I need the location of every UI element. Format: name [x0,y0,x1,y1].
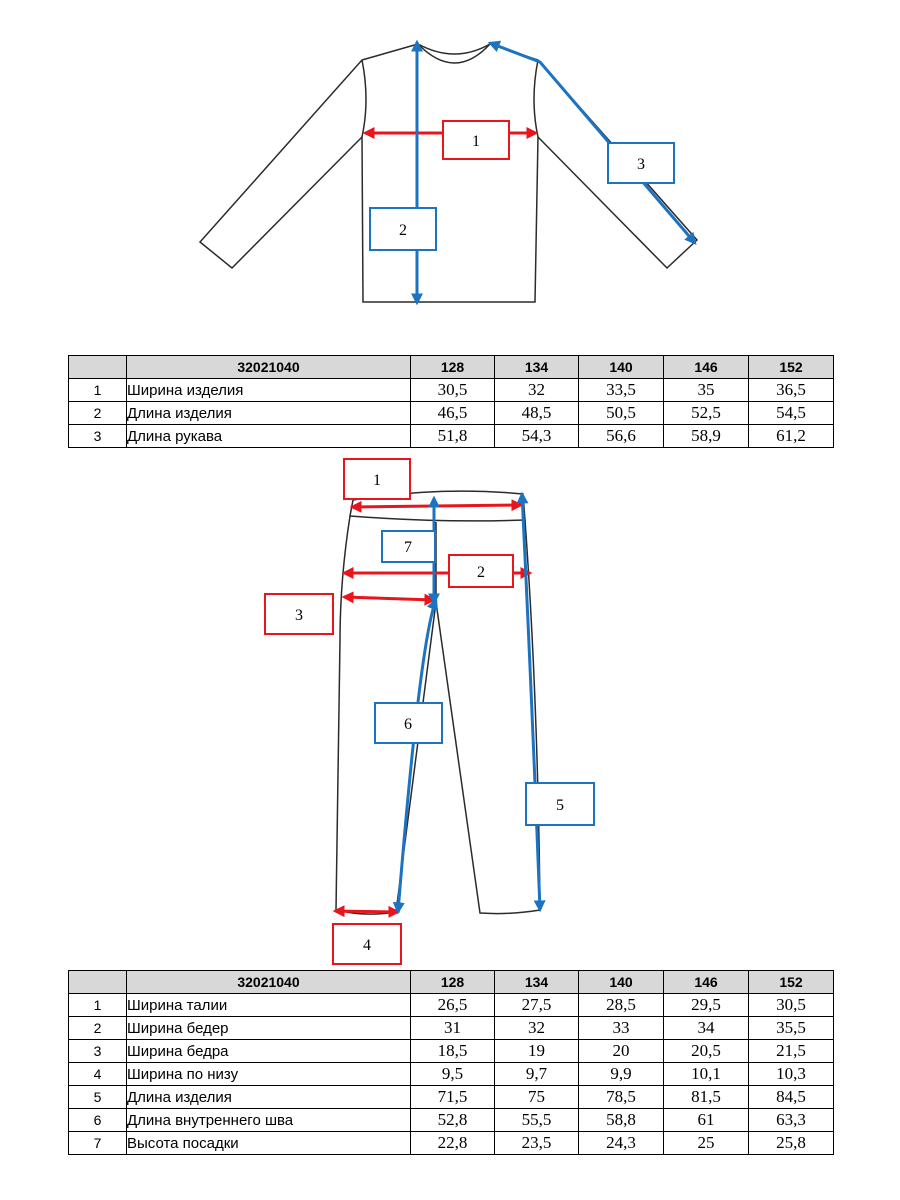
table-row [69,1017,834,1040]
row-value: 54,3 [495,425,579,448]
outseam-arrow [522,494,540,910]
row-number: 4 [69,1063,127,1086]
row-value: 18,5 [411,1040,495,1063]
shirt-callout-1-text: 1 [472,133,480,150]
pants-size-table [68,970,834,1155]
pants-callout-6 [375,703,442,743]
row-value: 55,5 [495,1109,579,1132]
row-value: 29,5 [664,994,749,1017]
pants-callout-5 [526,783,594,825]
pants-callout-1 [344,459,410,499]
header-num-cell [69,356,127,379]
row-value: 46,5 [411,402,495,425]
row-value: 10,3 [749,1063,834,1086]
row-value: 36,5 [749,379,834,402]
row-value: 20 [579,1040,664,1063]
row-label: Ширина бедра [127,1040,411,1063]
row-value: 24,3 [579,1132,664,1155]
shirt-callout-2-text: 2 [399,222,407,239]
row-value: 32 [495,1017,579,1040]
pants-diagram [0,452,900,970]
row-value: 19 [495,1040,579,1063]
row-value: 30,5 [411,379,495,402]
row-value: 58,8 [579,1109,664,1132]
row-value: 9,7 [495,1063,579,1086]
table-row [69,1086,834,1109]
row-value: 52,8 [411,1109,495,1132]
row-value: 63,3 [749,1109,834,1132]
row-number: 1 [69,379,127,402]
table-row [69,1132,834,1155]
row-label: Длина рукава [127,425,411,448]
row-number: 5 [69,1086,127,1109]
row-label: Ширина бедер [127,1017,411,1040]
row-number: 3 [69,425,127,448]
row-value: 10,1 [664,1063,749,1086]
pants-callout-5-text: 5 [556,797,564,814]
table-header-row [69,356,834,379]
waist-width-arrow [352,505,521,507]
shirt-callout-1 [443,121,509,159]
row-value: 33 [579,1017,664,1040]
row-value: 81,5 [664,1086,749,1109]
size-header: 152 [749,971,834,994]
row-value: 52,5 [664,402,749,425]
row-value: 48,5 [495,402,579,425]
shirt-size-table [68,355,834,448]
pants-callout-7 [382,531,435,562]
thigh-width-arrow [344,597,434,600]
table-row [69,425,834,448]
pants-callout-1-text: 1 [373,472,381,489]
pants-callout-6-text: 6 [404,716,412,733]
row-value: 22,8 [411,1132,495,1155]
row-value: 28,5 [579,994,664,1017]
row-value: 35,5 [749,1017,834,1040]
row-value: 84,5 [749,1086,834,1109]
row-label: Длина изделия [127,402,411,425]
size-header: 128 [411,356,495,379]
row-value: 27,5 [495,994,579,1017]
pants-callout-2 [449,555,513,587]
row-value: 54,5 [749,402,834,425]
row-label: Длина изделия [127,1086,411,1109]
row-value: 9,5 [411,1063,495,1086]
row-value: 56,6 [579,425,664,448]
row-value: 21,5 [749,1040,834,1063]
size-header: 146 [664,971,749,994]
row-value: 58,9 [664,425,749,448]
table-row [69,1040,834,1063]
row-value: 31 [411,1017,495,1040]
size-header: 128 [411,971,495,994]
row-label: Ширина талии [127,994,411,1017]
table-row [69,1063,834,1086]
pants-callout-3 [265,594,333,634]
row-value: 34 [664,1017,749,1040]
row-value: 23,5 [495,1132,579,1155]
row-value: 33,5 [579,379,664,402]
pants-callout-7-text: 7 [404,539,412,556]
row-number: 6 [69,1109,127,1132]
pants-callout-2-text: 2 [477,564,485,581]
row-label: Ширина по низу [127,1063,411,1086]
pants-callout-4-text: 4 [363,937,371,954]
row-value: 32 [495,379,579,402]
article-header: 32021040 [127,971,411,994]
row-label: Длина внутреннего шва [127,1109,411,1132]
size-header: 140 [579,971,664,994]
shirt-diagram [0,0,900,340]
row-value: 25,8 [749,1132,834,1155]
row-value: 26,5 [411,994,495,1017]
row-value: 71,5 [411,1086,495,1109]
row-label: Ширина изделия [127,379,411,402]
size-header: 140 [579,356,664,379]
table-row [69,994,834,1017]
row-value: 75 [495,1086,579,1109]
size-header: 134 [495,971,579,994]
row-number: 2 [69,1017,127,1040]
shirt-callout-3-text: 3 [637,156,645,173]
row-value: 61 [664,1109,749,1132]
size-header: 152 [749,356,834,379]
row-number: 1 [69,994,127,1017]
size-header: 134 [495,356,579,379]
row-value: 25 [664,1132,749,1155]
pants-callout-4 [333,924,401,964]
table-row [69,1109,834,1132]
shirt-callout-2 [370,208,436,250]
hem-width-arrow [335,911,398,912]
table-row [69,402,834,425]
row-label: Высота посадки [127,1132,411,1155]
table-row [69,379,834,402]
row-value: 9,9 [579,1063,664,1086]
row-value: 35 [664,379,749,402]
size-header: 146 [664,356,749,379]
table-header-row [69,971,834,994]
row-number: 3 [69,1040,127,1063]
header-num-cell [69,971,127,994]
row-value: 20,5 [664,1040,749,1063]
row-value: 61,2 [749,425,834,448]
row-number: 7 [69,1132,127,1155]
row-value: 30,5 [749,994,834,1017]
row-number: 2 [69,402,127,425]
row-value: 78,5 [579,1086,664,1109]
row-value: 51,8 [411,425,495,448]
pants-callout-3-text: 3 [295,607,303,624]
shirt-callout-3 [608,143,674,183]
article-header: 32021040 [127,356,411,379]
row-value: 50,5 [579,402,664,425]
